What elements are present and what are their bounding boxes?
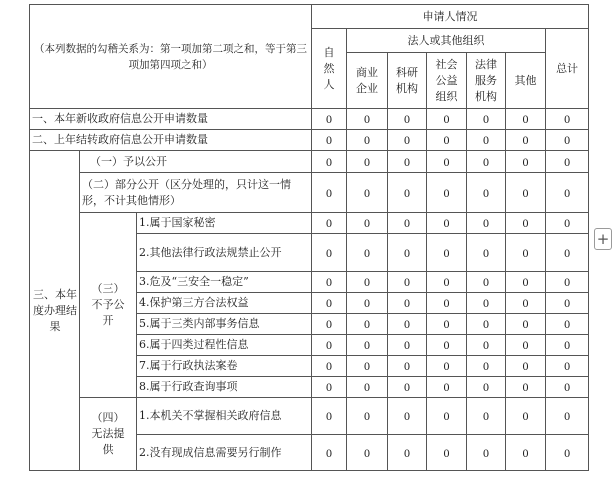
header-row-1 (30, 5, 589, 29)
cell-legal-service: 0 (467, 293, 506, 314)
cell-natural-person: 0 (312, 398, 347, 435)
cell-commercial: 0 (347, 356, 388, 377)
cell-natural-person: 0 (312, 151, 347, 173)
cell-social-welfare: 0 (427, 293, 467, 314)
other-header: 其他 (506, 53, 546, 109)
cell-research: 0 (388, 151, 427, 173)
cell-commercial: 0 (347, 335, 388, 356)
research-header (388, 53, 427, 109)
natural-person-label: 自然人 (323, 45, 335, 91)
cell-other: 0 (506, 293, 546, 314)
cell-commercial: 0 (347, 377, 388, 398)
not-disclosed-category-label: （三）不予公开 (91, 282, 125, 327)
cell-social-welfare: 0 (427, 151, 467, 173)
social-welfare-label: 社会公益组织 (435, 57, 458, 103)
commercial-label: 商业企业 (356, 65, 379, 95)
cell-total: 0 (546, 130, 589, 151)
cell-legal-service: 0 (467, 335, 506, 356)
row-label: 一、本年新收政府信息公开申请数量 (30, 109, 312, 130)
row-label: 2.其他法律行政法规禁止公开 (137, 234, 312, 272)
cell-natural-person: 0 (312, 435, 347, 471)
cell-other: 0 (506, 356, 546, 377)
cell-research: 0 (388, 435, 427, 471)
table-row (30, 130, 589, 151)
row-label: 4.保护第三方合法权益 (137, 293, 312, 314)
cell-research: 0 (388, 335, 427, 356)
cell-social-welfare: 0 (427, 109, 467, 130)
cell-natural-person: 0 (312, 272, 347, 293)
cell-total: 0 (546, 109, 589, 130)
applicant-situation-header: 申请人情况 (312, 5, 589, 29)
row-label: （一）予以公开 (80, 151, 312, 173)
cell-legal-service: 0 (467, 151, 506, 173)
results-category-label: 三、本年度办理结果 (33, 287, 77, 333)
cell-research: 0 (388, 213, 427, 234)
natural-person-header (312, 29, 347, 109)
cell-natural-person: 0 (312, 234, 347, 272)
cell-natural-person: 0 (312, 173, 347, 213)
cell-research: 0 (388, 356, 427, 377)
info-disclosure-table (29, 4, 589, 471)
cell-social-welfare: 0 (427, 398, 467, 435)
cell-legal-service: 0 (467, 109, 506, 130)
cannot-provide-category-cell (80, 398, 137, 471)
cell-other: 0 (506, 335, 546, 356)
cell-social-welfare: 0 (427, 173, 467, 213)
cell-research: 0 (388, 293, 427, 314)
cell-total: 0 (546, 173, 589, 213)
not-disclosed-category-cell (80, 213, 137, 398)
cell-legal-service: 0 (467, 272, 506, 293)
cell-commercial: 0 (347, 173, 388, 213)
cell-natural-person: 0 (312, 314, 347, 335)
cell-commercial: 0 (347, 213, 388, 234)
table-row (30, 151, 589, 173)
row-label: 6.属于四类过程性信息 (137, 335, 312, 356)
results-category-cell (30, 151, 80, 471)
cell-social-welfare: 0 (427, 377, 467, 398)
cell-total: 0 (546, 398, 589, 435)
cell-legal-service: 0 (467, 377, 506, 398)
cell-natural-person: 0 (312, 130, 347, 151)
cell-other: 0 (506, 398, 546, 435)
table-row (30, 213, 589, 234)
cell-natural-person: 0 (312, 213, 347, 234)
cell-research: 0 (388, 130, 427, 151)
expand-button[interactable]: + (594, 228, 612, 250)
cell-research: 0 (388, 109, 427, 130)
legal-service-label: 法律服务机构 (475, 57, 498, 103)
cell-total: 0 (546, 335, 589, 356)
cell-research: 0 (388, 377, 427, 398)
cell-total: 0 (546, 435, 589, 471)
cell-natural-person: 0 (312, 335, 347, 356)
cell-commercial: 0 (347, 272, 388, 293)
cell-commercial: 0 (347, 435, 388, 471)
cell-commercial: 0 (347, 234, 388, 272)
cell-commercial: 0 (347, 398, 388, 435)
row-label: 1.属于国家秘密 (137, 213, 312, 234)
row-label: （二）部分公开（区分处理的，只计这一情形，不计其他情形） (80, 173, 312, 213)
cell-other: 0 (506, 173, 546, 213)
cell-research: 0 (388, 314, 427, 335)
cell-other: 0 (506, 435, 546, 471)
cell-legal-service: 0 (467, 173, 506, 213)
cell-other: 0 (506, 109, 546, 130)
cell-total: 0 (546, 314, 589, 335)
row-label: 3.危及“三安全一稳定” (137, 272, 312, 293)
cell-legal-service: 0 (467, 130, 506, 151)
table-row (30, 109, 589, 130)
cell-commercial: 0 (347, 130, 388, 151)
cell-legal-service: 0 (467, 356, 506, 377)
research-label: 科研机构 (396, 65, 419, 95)
cell-total: 0 (546, 234, 589, 272)
row-label: 8.属于行政查询事项 (137, 377, 312, 398)
social-welfare-header (427, 53, 467, 109)
cell-legal-service: 0 (467, 398, 506, 435)
cell-natural-person: 0 (312, 109, 347, 130)
cell-legal-service: 0 (467, 234, 506, 272)
cell-research: 0 (388, 398, 427, 435)
cell-legal-service: 0 (467, 314, 506, 335)
table-note: （本列数据的勾稽关系为：第一项加第二项之和，等于第三项加第四项之和） (30, 5, 312, 109)
cell-total: 0 (546, 356, 589, 377)
cell-research: 0 (388, 272, 427, 293)
total-header: 总计 (546, 29, 589, 109)
table-row (30, 173, 589, 213)
cannot-provide-category-label: （四）无法提供 (91, 411, 125, 456)
cell-social-welfare: 0 (427, 435, 467, 471)
cell-total: 0 (546, 377, 589, 398)
cell-other: 0 (506, 130, 546, 151)
cell-other: 0 (506, 272, 546, 293)
cell-social-welfare: 0 (427, 335, 467, 356)
cell-other: 0 (506, 151, 546, 173)
row-label: 5.属于三类内部事务信息 (137, 314, 312, 335)
cell-other: 0 (506, 377, 546, 398)
cell-total: 0 (546, 293, 589, 314)
cell-legal-service: 0 (467, 435, 506, 471)
cell-research: 0 (388, 234, 427, 272)
cell-commercial: 0 (347, 314, 388, 335)
row-label: 2.没有现成信息需要另行制作 (137, 435, 312, 471)
cell-other: 0 (506, 234, 546, 272)
cell-other: 0 (506, 314, 546, 335)
cell-social-welfare: 0 (427, 314, 467, 335)
cell-legal-service: 0 (467, 213, 506, 234)
table-row (30, 398, 589, 435)
commercial-header (347, 53, 388, 109)
row-label: 7.属于行政执法案卷 (137, 356, 312, 377)
legal-service-header (467, 53, 506, 109)
cell-commercial: 0 (347, 151, 388, 173)
cell-total: 0 (546, 272, 589, 293)
cell-natural-person: 0 (312, 356, 347, 377)
cell-total: 0 (546, 151, 589, 173)
cell-social-welfare: 0 (427, 272, 467, 293)
cell-total: 0 (546, 213, 589, 234)
cell-natural-person: 0 (312, 377, 347, 398)
row-label: 二、上年结转政府信息公开申请数量 (30, 130, 312, 151)
cell-social-welfare: 0 (427, 356, 467, 377)
cell-commercial: 0 (347, 109, 388, 130)
cell-other: 0 (506, 213, 546, 234)
cell-social-welfare: 0 (427, 130, 467, 151)
legal-person-group-header: 法人或其他组织 (347, 29, 546, 53)
cell-social-welfare: 0 (427, 234, 467, 272)
cell-commercial: 0 (347, 293, 388, 314)
cell-research: 0 (388, 173, 427, 213)
cell-social-welfare: 0 (427, 213, 467, 234)
row-label: 1.本机关不掌握相关政府信息 (137, 398, 312, 435)
cell-natural-person: 0 (312, 293, 347, 314)
